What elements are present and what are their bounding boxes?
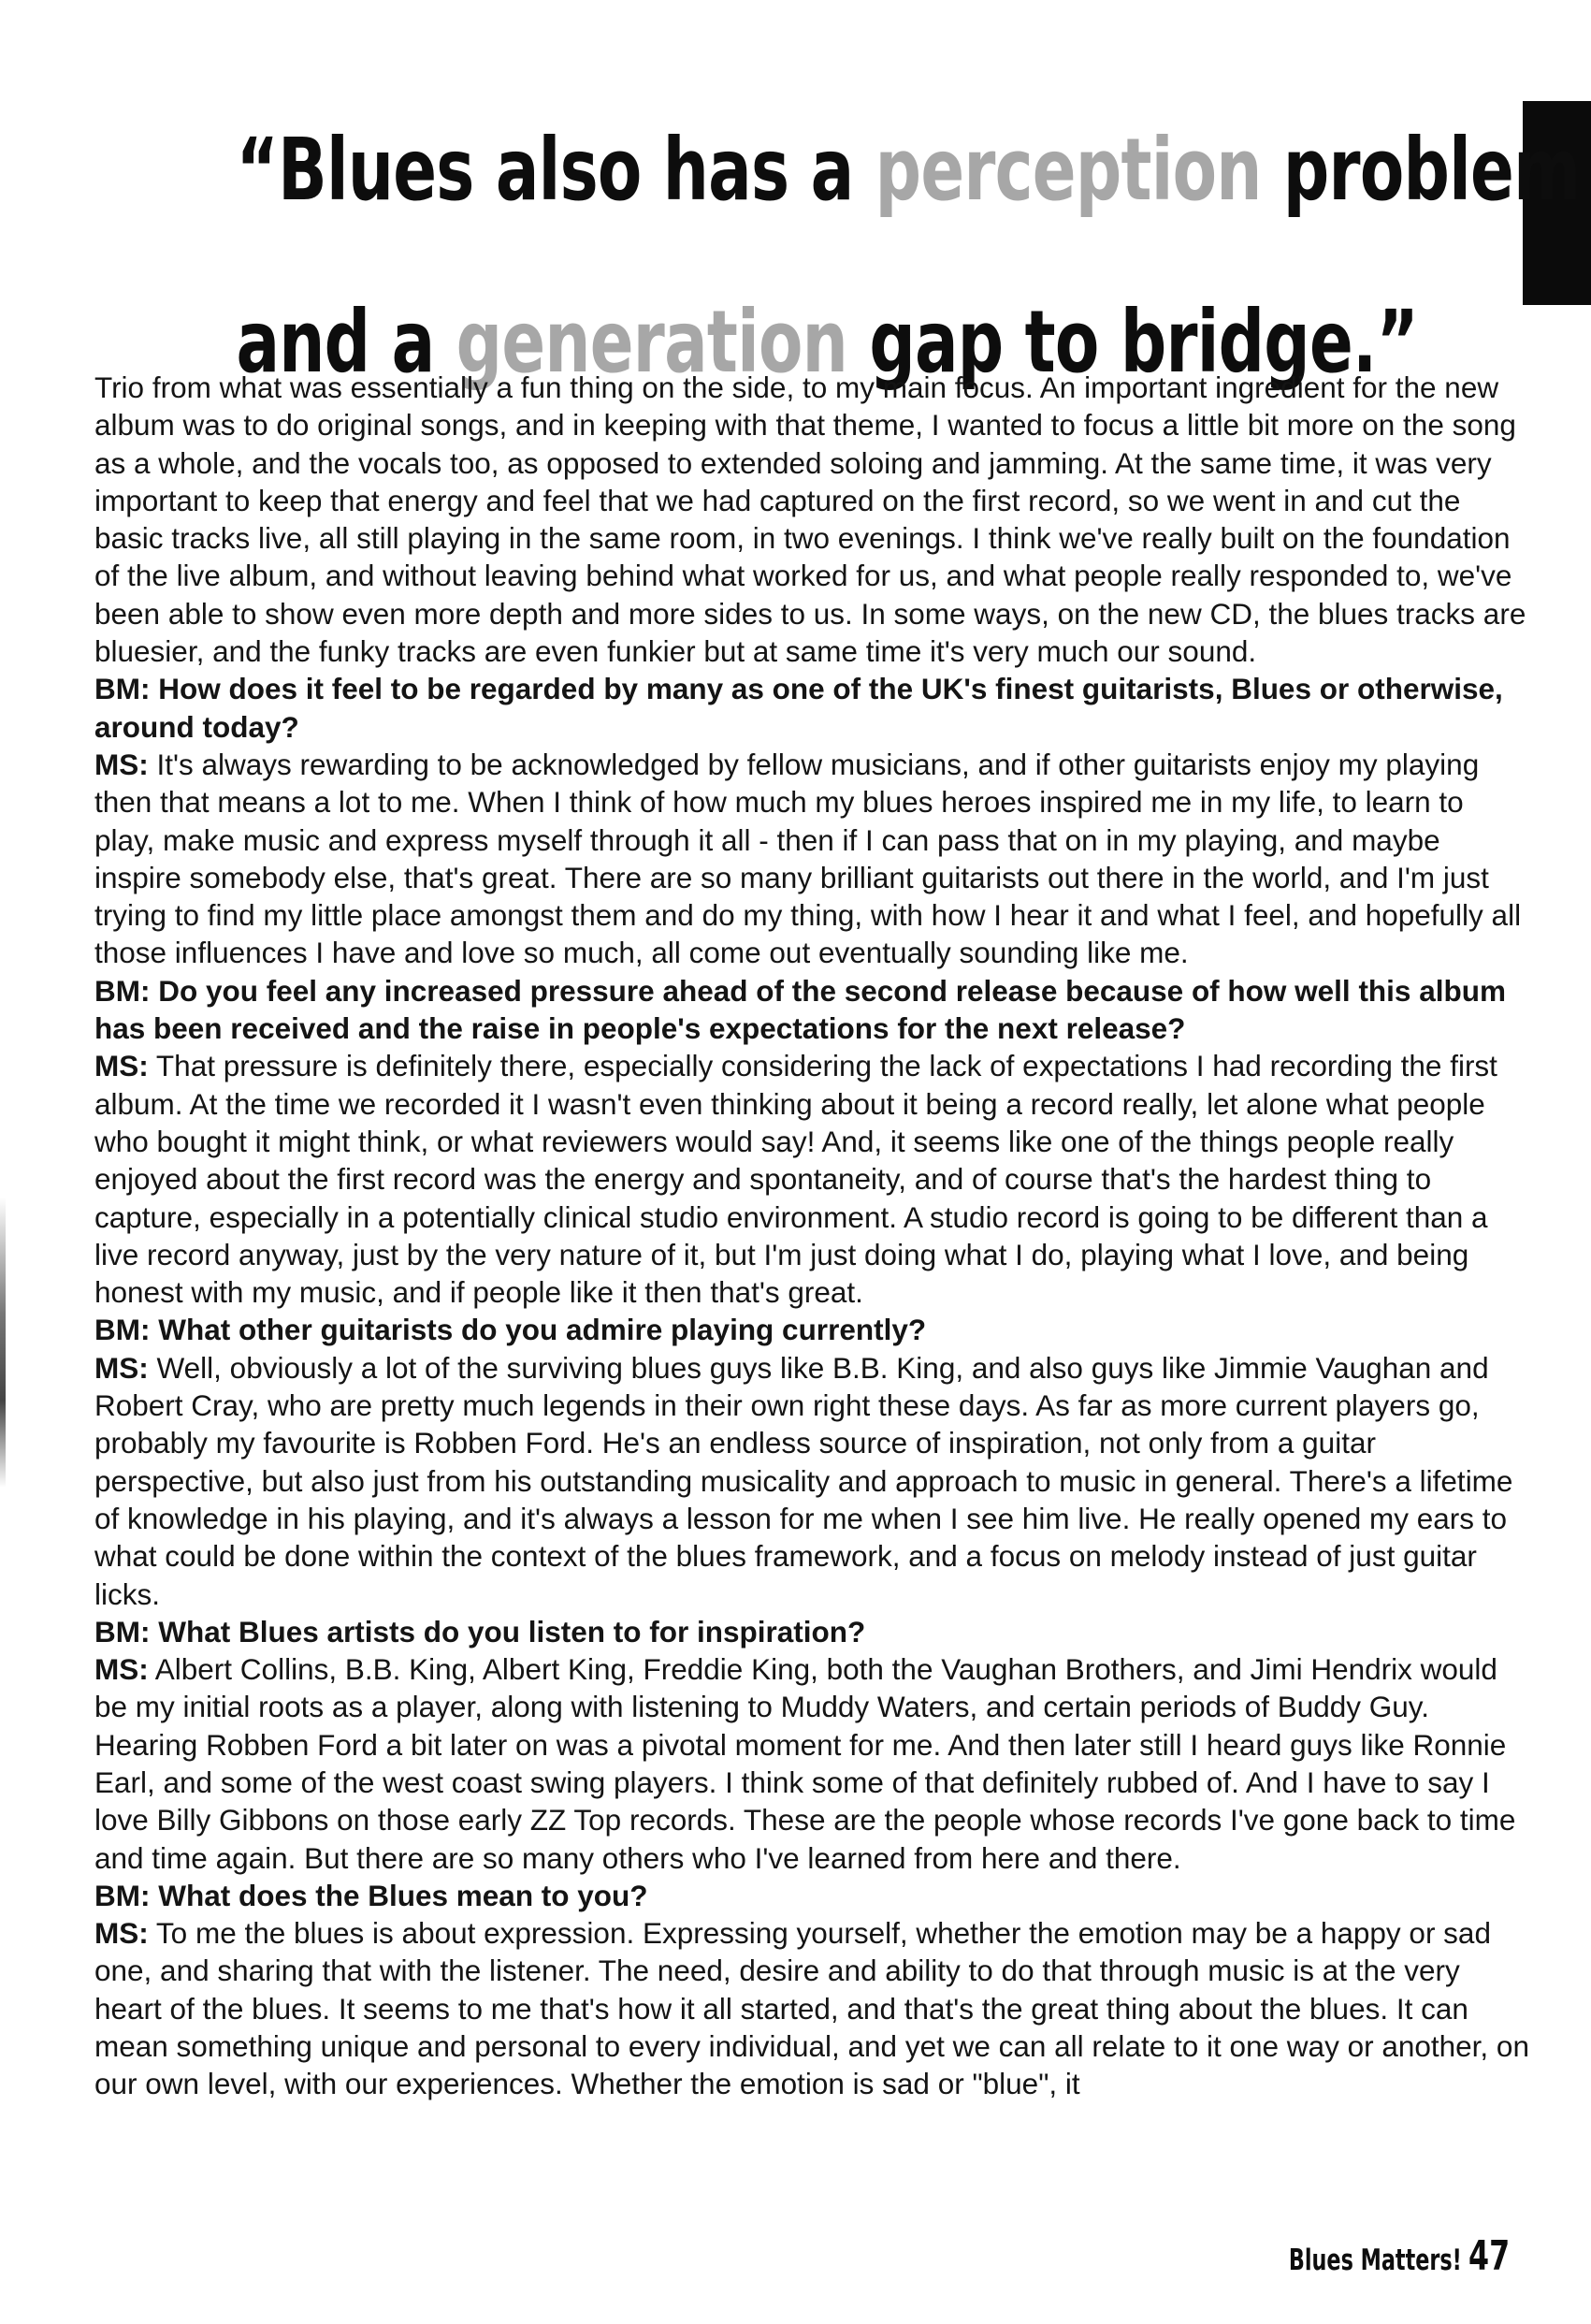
answer-text: Albert Collins, B.B. King, Albert King, Freddie King, both the Vaughan Brothers, and Jimi Hendrix would be my initial roots as a player, along with listening to Muddy Waters, and certain periods of Buddy Guy. Hearing Robben Ford a bit later on was a pivotal moment for me. And then later still I heard guys like Ronnie Earl, and some of the west coast swing players. I think some of that definitely rubbed of. And I have to say I love Billy Gibbons on those early ZZ Top records. These are the people whose records I've gone back to time and time again. But there are so many others who I've learned from here and there. — [94, 1652, 1516, 1875]
answer-text: To me the blues is about expression. Expressing yourself, whether the emotion may be a happy or sad one, and sharing that with the listener. The need, desire and ability to do that through music is at the very heart of the blues. It seems to me that's how it all started, and that's the great thing about the blues. It can mean something unique and personal to every individual, and yet we can all relate to it one way or another, on our own level, with our experiences. Whether the emotion is sad or "blue", it — [94, 1916, 1529, 2101]
answer-text: That pressure is definitely there, especially considering the lack of expectations I had recording the first album. At the time we recorded it I wasn't even thinking about it being a record really, let alone what people who bought it might think, or what reviewers would say! And, it seems like one of the things people really enjoyed about the first record was the energy and spontaneity, and of course that's the hardest thing to capture, especially in a potentially clinical studio environment. A studio record is going to be different than a live record anyway, just by the very nature of it, but I'm just doing what I do, playing what I love, and being honest with my music, and if people like it then that's great. — [94, 1049, 1497, 1310]
interview-question: BM: What Blues artists do you listen to for inspiration? — [94, 1614, 866, 1649]
intro-paragraph: Trio from what was essentially a fun thing on the side, to my main focus. An important ingredient for the new album was to do original songs, and in keeping with that theme, I wanted to focus a little bit more on the song as a whole, and the vocals too, as opposed to extended soloing and jamming. At the same time, it was very important to keep that energy and feel that we had captured on the first record, so we went in and cut the basic tracks live, all still playing in the same room, in two evenings. I think we've really built on the foundation of the live album, and without leaving behind what worked for us, and what people really responded to, we've been able to show even more depth and more sides to us. In some ways, on the new CD, the blues tracks are bluesier, and the funky tracks are even funkier but at same time it's very much our sound. — [94, 370, 1526, 669]
interview-answer — [94, 1047, 1529, 1311]
speaker-label: MS: — [94, 1350, 149, 1385]
speaker-label: MS: — [94, 1652, 149, 1687]
interview-answer — [94, 1349, 1529, 1613]
answer-text: It's always rewarding to be acknowledged by fellow musicians, and if other guitarists enjoy my playing then that means a lot to me. When I think of how much my blues heroes inspired me in my life, to learn to play, make music and express myself through it all - then if I can pass that on in my playing, and maybe inspire somebody else, that's great. There are so many brilliant guitarists out there in the world, and I'm just trying to find my little place amongst them and do my thing, with how I hear it and what I feel, and hopefully all those influences I have and love so much, all come out eventually sounding like me. — [94, 747, 1522, 970]
pull-quote-highlight-generation: generation — [456, 292, 848, 392]
interview-question: BM: What does the Blues mean to you? — [94, 1878, 648, 1912]
interview-question: BM: Do you feel any increased pressure ahead of the second release because of how well this album has been received and the raise in people's expectations for the next release? — [94, 973, 1506, 1046]
publication-name: Blues Matters! — [1288, 2244, 1462, 2277]
interview-question: BM: How does it feel to be regarded by many as one of the UK's finest guitarists, Blues or otherwise, around today? — [94, 672, 1503, 744]
article-body — [94, 369, 1529, 2103]
pull-quote-line-2: and a generation gap to bridge.” — [236, 292, 1419, 392]
interview-answer — [94, 746, 1529, 972]
speaker-label: MS: — [94, 747, 149, 781]
speaker-label: MS: — [94, 1049, 149, 1083]
pull-quote-line-1: “Blues also has a perception problem — [236, 120, 1581, 220]
speaker-label: MS: — [94, 1916, 149, 1951]
interview-question: BM: What other guitarists do you admire playing currently? — [94, 1313, 927, 1347]
interview-answer — [94, 1914, 1529, 2102]
pull-quote-highlight-perception: perception — [875, 120, 1262, 220]
page-footer — [1289, 2232, 1510, 2280]
page-number: 47 — [1468, 2232, 1510, 2280]
scan-edge-mark — [0, 1198, 6, 1488]
answer-text: Well, obviously a lot of the surviving blues guys like B.B. King, and also guys like Jimmie Vaughan and Robert Cray, who are pretty much legends in their own right these days. As far as more current players go, probably my favourite is Robben Ford. He's an endless source of inspiration, not only from a guitar perspective, but also just from his outstanding musicality and approach to music in general. There's a lifetime of knowledge in his playing, and it's always a lesson for me when I see him live. He really opened my ears to what could be done within the context of the blues framework, and a focus on melody instead of just guitar licks. — [94, 1350, 1513, 1611]
interview-answer — [94, 1650, 1529, 1877]
